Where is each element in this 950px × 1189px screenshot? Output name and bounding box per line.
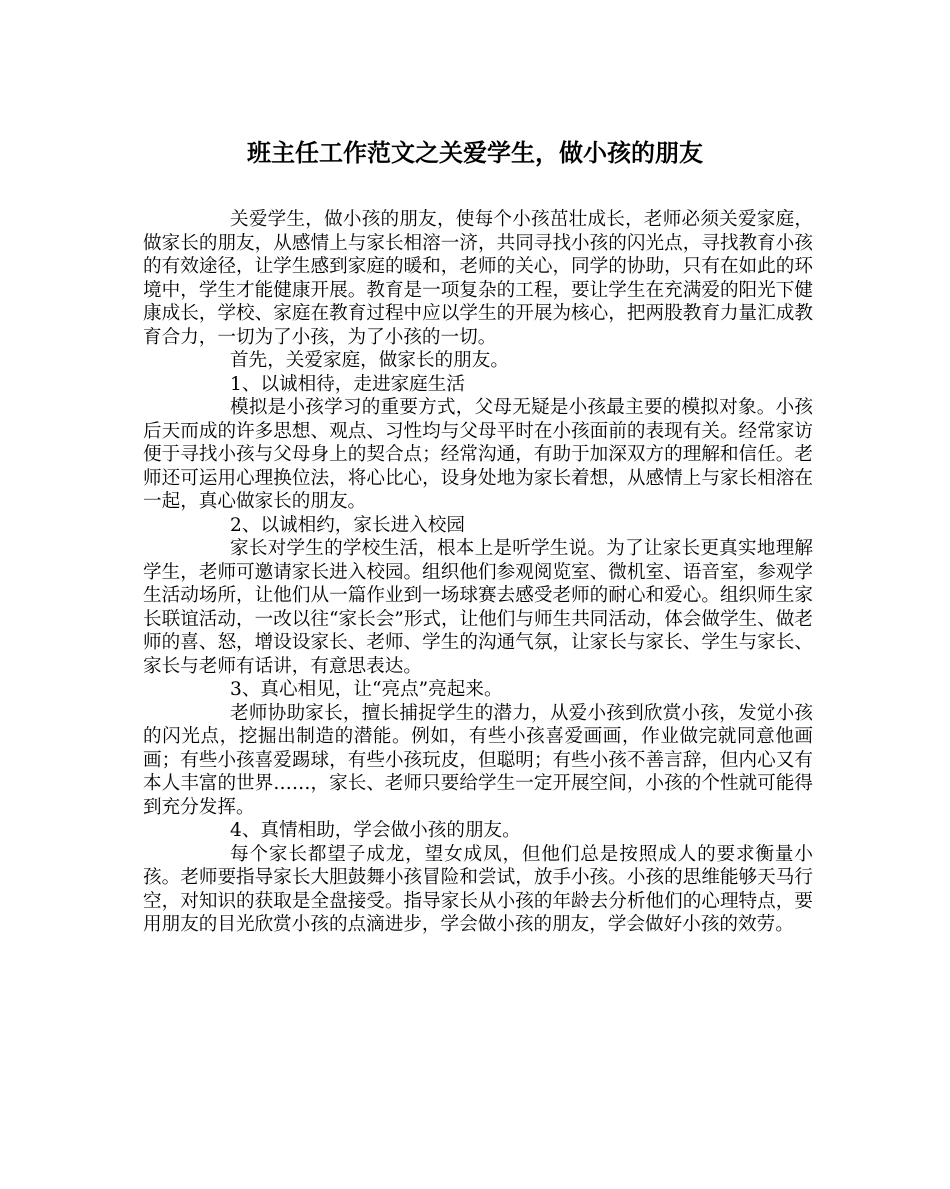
document-body bbox=[143, 208, 813, 937]
paragraph-subheading-1: 1、以诚相待，走进家庭生活 bbox=[230, 373, 465, 395]
paragraph-body-4: 每个家长都望子成龙，望女成凤，但他们总是按照成人的要求衡量小孩。老师要指导家长大胆鼓舞小孩冒险和尝试，放手小孩。小孩的思维能够天马行空，对知识的获取是全盘接受。指导家长从小孩的年龄去分析他们的心理特点，要用朋友的目光欣赏小孩的点滴进步，学会做小孩的朋友，学会做好小孩的效劳。 bbox=[143, 843, 813, 935]
paragraph-body-2: 家长对学生的学校生活，根本上是听学生说。为了让家长更真实地理解学生，老师可邀请家长进入校园。组织他们参观阅览室、微机室、语音室，参观学生活动场所，让他们从一篇作业到一场球赛去感受老师的耐心和爱心。组织师生家长联谊活动，一改以往“家长会”形式，让他们与师生共同活动，体会做学生、做老师的喜、怒，增设设家长、老师、学生的沟通气氛，让家长与家长、学生与家长、家长与老师有话讲，有意思表达。 bbox=[143, 538, 813, 677]
paragraph-subheading-2: 2、以诚相约，家长进入校园 bbox=[230, 514, 465, 536]
paragraph-body-3: 老师协助家长，擅长捕捉学生的潜力，从爱小孩到欣赏小孩，发觉小孩的闪光点，挖掘出制造的潜能。例如，有些小孩喜爱画画，作业做完就同意他画画；有些小孩喜爱踢球，有些小孩玩皮，但聪明；有些小孩不善言辞，但内心又有本人丰富的世界……，家长、老师只要给学生一定开展空间，小孩的个性就可能得到充分发挥。 bbox=[143, 702, 813, 818]
paragraph-subheading-3: 3、真心相见，让“亮点”亮起来。 bbox=[230, 679, 503, 700]
paragraph-body-1: 模拟是小孩学习的重要方式，父母无疑是小孩最主要的模拟对象。小孩后天而成的许多思想、观点、习性均与父母平时在小孩面前的表现有关。经常家访便于寻找小孩与父母身上的契合点；经常沟通，有助于加深双方的理解和信任。老师还可运用心理换位法，将心比心，设身处地为家长着想，从感情上与家长相溶在一起，真心做家长的朋友。 bbox=[143, 397, 813, 512]
paragraph-subheading-4: 4、真情相助，学会做小孩的朋友。 bbox=[230, 820, 521, 841]
paragraph-section-heading: 首先，关爱家庭，做家长的朋友。 bbox=[230, 350, 509, 371]
document-title: 班主任工作范文之关爱学生，做小孩的朋友 bbox=[247, 138, 703, 167]
paragraph-intro: 关爱学生，做小孩的朋友，使每个小孩茁壮成长，老师必须关爱家庭，做家长的朋友，从感情上与家长相溶一济，共同寻找小孩的闪光点，寻找教育小孩的有效途径，让学生感到家庭的暖和，老师的关心，同学的协助，只有在如此的环境中，学生才能健康开展。教育是一项复杂的工程，要让学生在充满爱的阳光下健康成长，学校、家庭在教育过程中应以学生的开展为核心，把两股教育力量汇成教育合力，一切为了小孩，为了小孩的一切。 bbox=[143, 209, 813, 348]
